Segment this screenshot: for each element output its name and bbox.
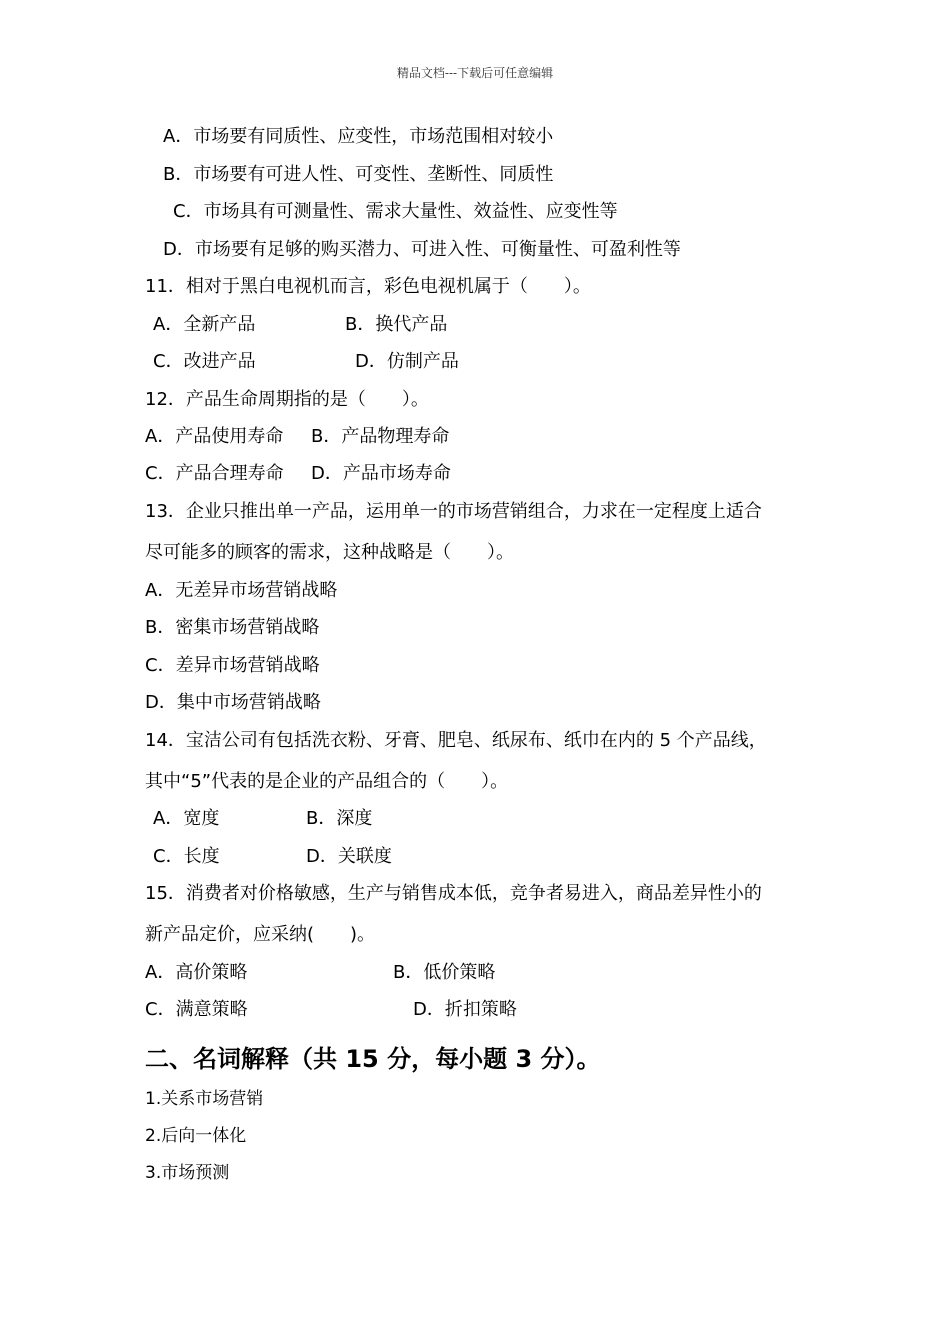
q14-stem-line-1: 14．宝洁公司有包括洗衣粉、牙膏、肥皂、纸尿布、纸巾在内的 5 个产品线， xyxy=(145,730,767,751)
q11-option-d: D．仿制产品 xyxy=(355,351,459,372)
q10-option-c: C．市场具有可测量性、需求大量性、效益性、应变性等 xyxy=(173,201,618,222)
q14-option-d: D．关联度 xyxy=(306,846,392,867)
q12-option-c: C．产品合理寿命 xyxy=(145,463,284,484)
q14-option-b: B．深度 xyxy=(306,808,373,829)
page-header: 精品文档---下载后可任意编辑 xyxy=(396,66,554,80)
q10-option-d: D．市场要有足够的购买潜力、可进入性、可衡量性、可盈利性等 xyxy=(163,239,681,260)
q12-stem: 12．产品生命周期指的是（ ）。 xyxy=(145,389,429,410)
section-2-title: 二、名词解释（共 15 分，每小题 3 分）。 xyxy=(145,1045,601,1073)
q10-option-b: B．市场要有可进人性、可变性、垄断性、同质性 xyxy=(163,164,554,185)
q13-option-d: D．集中市场营销战略 xyxy=(145,692,321,713)
q11-stem: 11．相对于黑白电视机而言，彩色电视机属于（ ）。 xyxy=(145,276,591,297)
q14-option-c: C．长度 xyxy=(153,846,220,867)
q15-option-a: A．高价策略 xyxy=(145,962,248,983)
q15-option-d: D．折扣策略 xyxy=(413,999,517,1020)
term-item-2: 2.后向一体化 xyxy=(145,1126,247,1146)
q13-stem-line-1: 13．企业只推出单一产品，运用单一的市场营销组合，力求在一定程度上适合 xyxy=(145,501,762,522)
q12-option-a: A．产品使用寿命 xyxy=(145,426,284,447)
q13-stem-line-2: 尽可能多的顾客的需求，这种战略是（ ）。 xyxy=(145,542,514,563)
q15-option-b: B．低价策略 xyxy=(393,962,496,983)
q13-option-b: B．密集市场营销战略 xyxy=(145,617,320,638)
q15-stem-line-1: 15．消费者对价格敏感，生产与销售成本低，竞争者易进入，商品差异性小的 xyxy=(145,883,762,904)
q14-option-a: A．宽度 xyxy=(153,808,220,829)
q13-option-c: C．差异市场营销战略 xyxy=(145,655,320,676)
term-item-1: 1.关系市场营销 xyxy=(145,1089,264,1109)
q15-stem-line-2: 新产品定价，应采纳( )。 xyxy=(145,924,376,945)
q13-option-a: A．无差异市场营销战略 xyxy=(145,580,338,601)
q10-option-a: A．市场要有同质性、应变性，市场范围相对较小 xyxy=(163,126,554,147)
q12-option-d: D．产品市场寿命 xyxy=(311,463,451,484)
q12-option-b: B．产品物理寿命 xyxy=(311,426,450,447)
q11-option-c: C．改进产品 xyxy=(153,351,256,372)
term-item-3: 3.市场预测 xyxy=(145,1163,230,1183)
q11-option-a: A．全新产品 xyxy=(153,314,256,335)
q11-option-b: B．换代产品 xyxy=(345,314,448,335)
q15-option-c: C．满意策略 xyxy=(145,999,248,1020)
q14-stem-line-2: 其中“5”代表的是企业的产品组合的（ ）。 xyxy=(145,771,509,792)
